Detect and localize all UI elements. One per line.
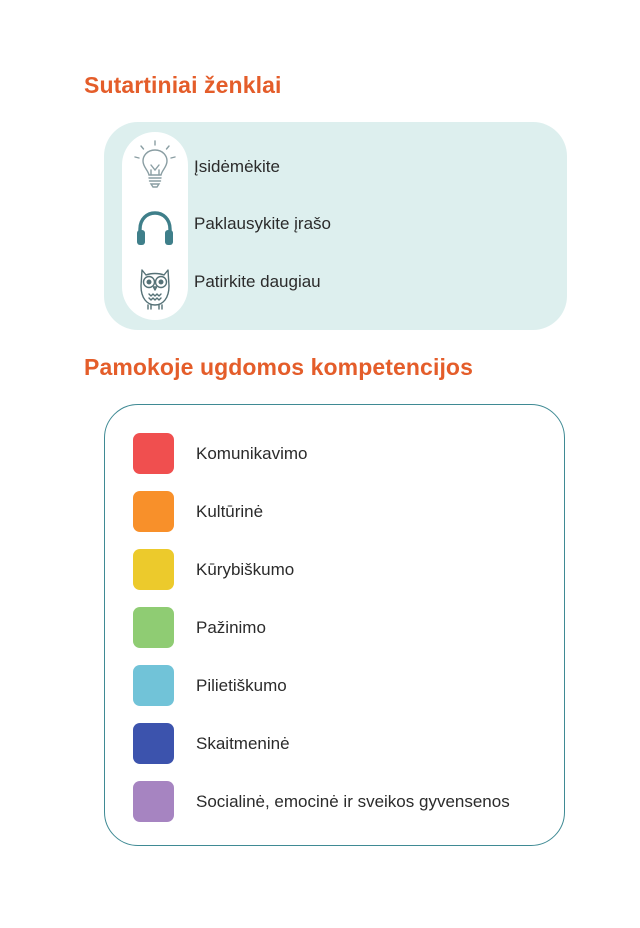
competency-item: [133, 723, 290, 764]
competency-label: Kultūrinė: [196, 501, 264, 521]
legend-title: Sutartiniai ženklai: [84, 72, 282, 98]
competency-item: [133, 549, 294, 590]
owl-icon: [132, 262, 178, 312]
color-swatch: [133, 549, 174, 590]
color-swatch: [133, 665, 174, 706]
lightbulb-icon: [132, 140, 178, 190]
icon-strip: [122, 132, 188, 320]
legend-item-learn-more: [194, 267, 321, 297]
competency-label: Socialinė, emocinė ir sveikos gyvensenos: [196, 791, 510, 811]
competencies-title: Pamokoje ugdomos kompetencijos: [84, 354, 473, 380]
legend-item-remember: [194, 152, 280, 182]
competencies-panel: [104, 404, 565, 846]
competency-item: [133, 607, 266, 648]
color-swatch: [133, 607, 174, 648]
color-swatch: [133, 781, 174, 822]
competency-item: [133, 491, 263, 532]
legend-item-label: Patirkite daugiau: [194, 272, 321, 291]
color-swatch: [133, 723, 174, 764]
legend-item-listen: [194, 209, 331, 239]
color-swatch: [133, 433, 174, 474]
color-swatch: [133, 491, 174, 532]
competency-label: Pilietiškumo: [196, 675, 287, 695]
legend-item-label: Paklausykite įrašo: [194, 214, 332, 233]
legend-panel: [104, 122, 567, 330]
competency-label: Pažinimo: [196, 617, 266, 637]
legend-item-label: Įsidėmėkite: [194, 157, 280, 176]
competency-item: [133, 781, 510, 822]
competency-label: Kūrybiškumo: [196, 559, 295, 579]
competency-item: [133, 433, 308, 474]
competency-label: Komunikavimo: [196, 443, 308, 463]
competency-item: [133, 665, 287, 706]
competency-label: Skaitmeninė: [196, 733, 290, 753]
headphones-icon: [132, 204, 178, 254]
